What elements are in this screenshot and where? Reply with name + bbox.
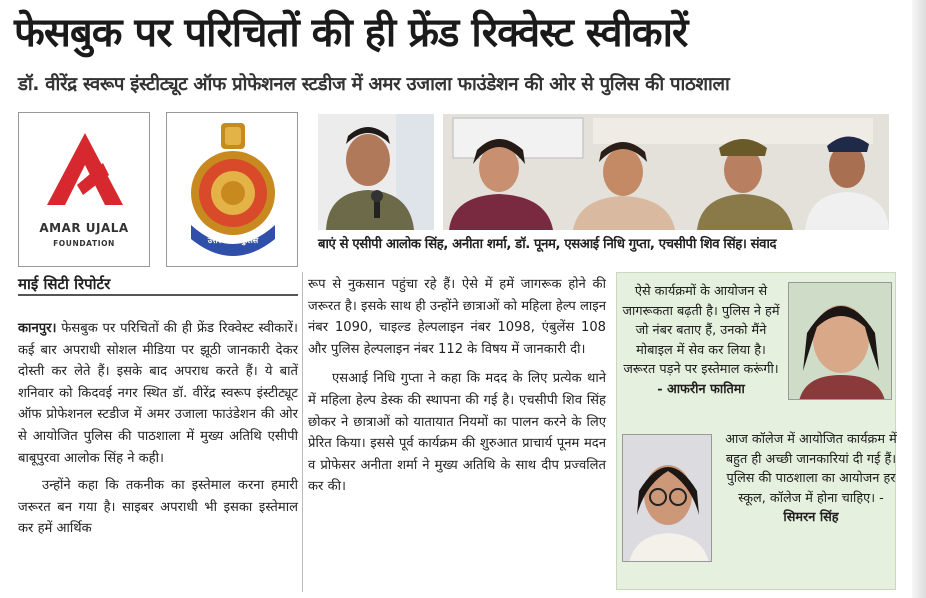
quote-simran-text: आज कॉलेज में आयोजित कार्यक्रम में बहुत ही अच्छी जानकारियां दी गई हैं। पुलिस की पाठशाला का आयोजन हर स्कूल, कॉलेज में होना चाहिए। - [725,432,897,506]
amar-ujala-foundation: FOUNDATION [53,239,115,248]
headline: फेसबुक पर परिचितों की ही फ्रेंड रिक्वेस्ट स्वीकारें [14,10,688,56]
up-police-text: उत्तर प्रदेश पुलिस [207,236,259,245]
column-2-paragraph-2: एसआई निधि गुप्ता ने कहा कि मदद के लिए प्रत्येक थाने में महिला हेल्प डेस्क की स्थापना की गई है। एचसीपी शिव सिंह छोकर ने छात्राओं को यातायात नियमों का पालन करने के लिए प्रेरित किया। इससे पूर्व कार्यक्रम की शुरुआत प्राचार्य पूनम मदन व प्रोफेसर अनीता शर्मा ने मुख्य अतिथि के साथ दीप प्रज्वलित कर की। [308,371,606,495]
quote-simran-author: सिमरन सिंह [783,510,839,525]
quote-afreen [620,282,782,399]
dateline: कानपुर। [18,321,57,336]
amar-ujala-mark-icon [47,133,123,205]
up-police-logo [166,112,298,267]
article-column-1 [18,318,298,594]
article-column-2 [308,274,606,594]
student-portrait-icon [789,283,892,400]
column-1-paragraph-2: उन्होंने कहा कि तकनीक का इस्तेमाल करना हमारी जरूरत बन गया है। साइबर अपराधी भी इसका इस्तेमाल कर हमें आर्थिक [18,478,298,537]
column-2-paragraph-1: रूप से नुकसान पहुंचा रहे हैं। ऐसे में हमें जागरूक होने की जरूरत है। इसके साथ ही उन्होंने छात्राओं को महिला हेल्प लाइन नंबर 1090, चाइल्ड हेल्पलाइन नंबर 1098, एंबुलेंस 108 और पुलिस हेल्पलाइन नंबर 112 के विषय में जानकारी दी। [308,277,606,357]
quote-afreen-author: - आफरीन फातिमा [657,381,745,397]
photo-guests-on-stage [443,114,889,230]
amar-ujala-logo [18,112,150,267]
guests-figures-icon [443,114,889,230]
amar-ujala-name: AMAR UJALA [39,221,129,235]
photo-simran-singh [622,434,712,562]
quote-simran [716,430,906,528]
photo-caption: बाएं से एसीपी आलोक सिंह, अनीता शर्मा, डॉ. पूनम, एसआई निधि गुप्ता, एचसीपी शिव सिंह। संवाद [318,237,777,252]
column-divider [302,272,303,592]
subheadline: डॉ. वीरेंद्र स्वरूप इंस्टीट्यूट ऑफ प्रोफेशनल स्टडीज में अमर उजाला फाउंडेशन की ओर से पुलिस की पाठशाला [18,74,730,95]
quote-afreen-text: ऐसे कार्यक्रमों के आयोजन से जागरूकता बढ़ती है। पुलिस ने हमें जो नंबर बताए हैं, उनको मैंने मोबाइल में सेव कर लिया है। जरूरत पड़ने पर इस्तेमाल करूंगी। [622,284,780,377]
photo-afreen-fatima [788,282,892,400]
column-1-text-1: फेसबुक पर परिचितों की ही फ्रेंड रिक्वेस्ट स्वीकारें। कई बार अपराधी सोशल मीडिया पर झूठी जानकारी देकर दोस्ती कर लेते हैं। इसके बाद अपराध करते हैं। ये बातें शनिवार को किदवई नगर स्थित डॉ. वीरेंद्र स्वरूप इंस्टीट्यूट ऑफ प्रोफेशनल स्टडीज में अमर उजाला फाउंडेशन की ओर से आयोजित पुलिस की पाठशाला में मुख्य अतिथि एसीपी बाबूपुरवा आलोक सिंह ने कही। [18,321,298,466]
byline: माई सिटी रिपोर्टर [18,272,298,296]
column-1-paragraph-1 [18,318,298,469]
photo-acp-speaking [318,114,434,230]
page-edge [912,0,926,598]
speaker-figure-icon [318,114,434,230]
student-portrait-icon [623,435,712,562]
